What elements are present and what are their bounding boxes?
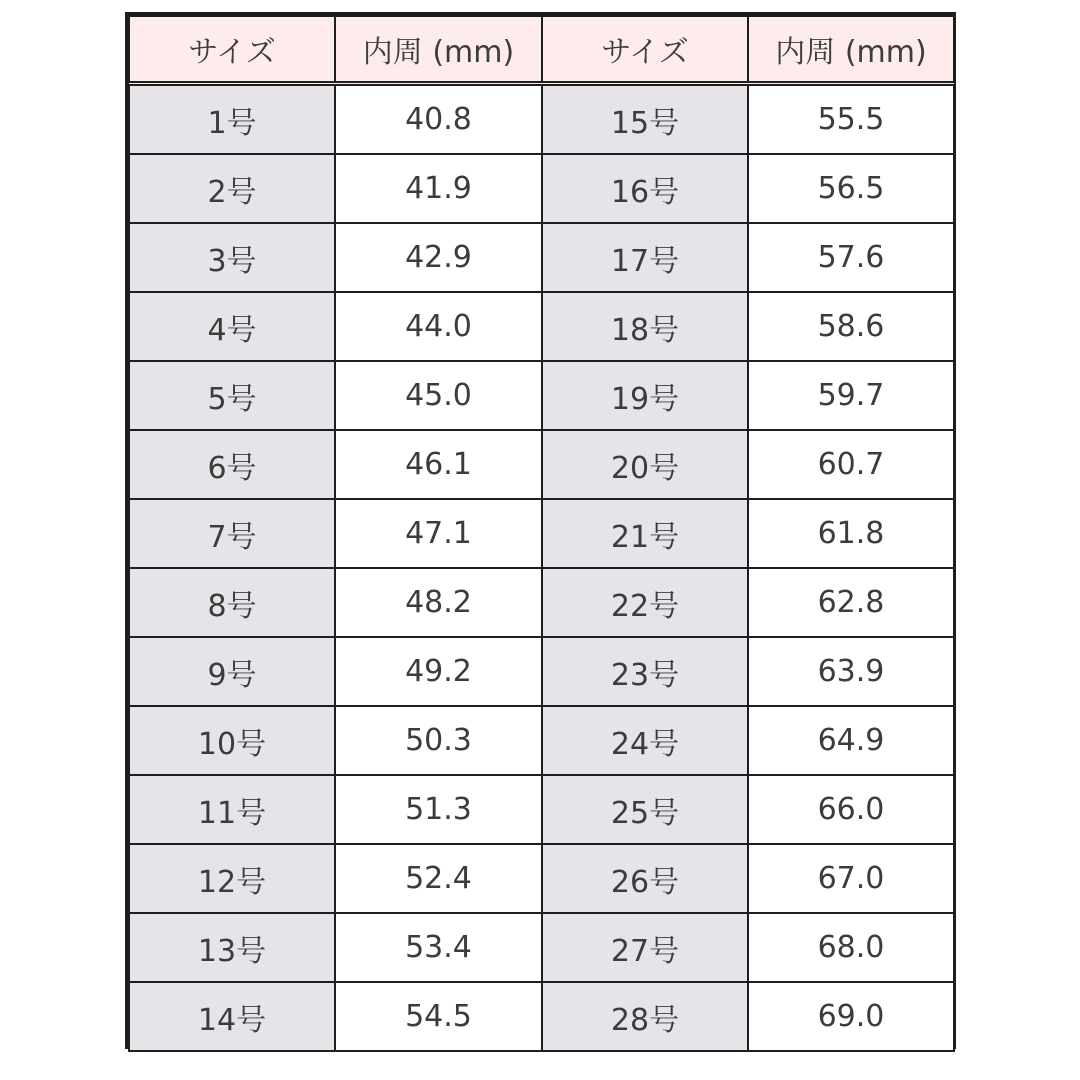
circumference-cell: 66.0 [748,775,954,844]
circumference-cell: 44.0 [335,292,542,361]
circumference-cell: 69.0 [748,982,954,1051]
size-cell: 20号 [542,430,748,499]
table-body [129,84,954,1052]
size-cell: 23号 [542,637,748,706]
table-row [129,292,954,361]
table-header [129,16,954,84]
table-row [129,568,954,637]
circumference-cell: 55.5 [748,84,954,155]
circumference-cell: 51.3 [335,775,542,844]
size-cell: 24号 [542,706,748,775]
circumference-cell: 54.5 [335,982,542,1051]
table-row [129,84,954,155]
table-row [129,430,954,499]
table-row [129,361,954,430]
circumference-cell: 63.9 [748,637,954,706]
size-cell: 19号 [542,361,748,430]
circumference-cell: 56.5 [748,154,954,223]
circumference-cell: 64.9 [748,706,954,775]
size-cell: 28号 [542,982,748,1051]
ring-size-table-container [125,12,956,1049]
size-cell: 5号 [129,361,335,430]
size-cell: 16号 [542,154,748,223]
header-size-right: サイズ [542,16,748,84]
circumference-cell: 59.7 [748,361,954,430]
size-cell: 14号 [129,982,335,1051]
table-row [129,844,954,913]
size-cell: 18号 [542,292,748,361]
table-row [129,637,954,706]
table-row [129,499,954,568]
size-cell: 2号 [129,154,335,223]
size-cell: 12号 [129,844,335,913]
table-row [129,913,954,982]
circumference-cell: 57.6 [748,223,954,292]
circumference-cell: 49.2 [335,637,542,706]
size-cell: 7号 [129,499,335,568]
circumference-cell: 45.0 [335,361,542,430]
header-row [129,16,954,84]
circumference-cell: 40.8 [335,84,542,155]
header-circumference-right: 内周 (mm) [748,16,954,84]
table-row [129,223,954,292]
circumference-cell: 61.8 [748,499,954,568]
size-cell: 15号 [542,84,748,155]
circumference-cell: 46.1 [335,430,542,499]
size-cell: 27号 [542,913,748,982]
header-circumference-left: 内周 (mm) [335,16,542,84]
header-size-left: サイズ [129,16,335,84]
size-cell: 1号 [129,84,335,155]
table-row [129,706,954,775]
circumference-cell: 42.9 [335,223,542,292]
circumference-cell: 60.7 [748,430,954,499]
circumference-cell: 68.0 [748,913,954,982]
size-cell: 6号 [129,430,335,499]
circumference-cell: 52.4 [335,844,542,913]
table-row [129,154,954,223]
table-row [129,982,954,1051]
circumference-cell: 58.6 [748,292,954,361]
size-cell: 21号 [542,499,748,568]
circumference-cell: 47.1 [335,499,542,568]
size-cell: 17号 [542,223,748,292]
size-cell: 9号 [129,637,335,706]
circumference-cell: 50.3 [335,706,542,775]
size-cell: 25号 [542,775,748,844]
circumference-cell: 67.0 [748,844,954,913]
circumference-cell: 48.2 [335,568,542,637]
size-cell: 26号 [542,844,748,913]
ring-size-table [128,15,955,1052]
circumference-cell: 53.4 [335,913,542,982]
size-cell: 22号 [542,568,748,637]
size-cell: 10号 [129,706,335,775]
size-cell: 4号 [129,292,335,361]
circumference-cell: 41.9 [335,154,542,223]
size-cell: 13号 [129,913,335,982]
circumference-cell: 62.8 [748,568,954,637]
table-row [129,775,954,844]
size-cell: 11号 [129,775,335,844]
size-cell: 3号 [129,223,335,292]
size-cell: 8号 [129,568,335,637]
